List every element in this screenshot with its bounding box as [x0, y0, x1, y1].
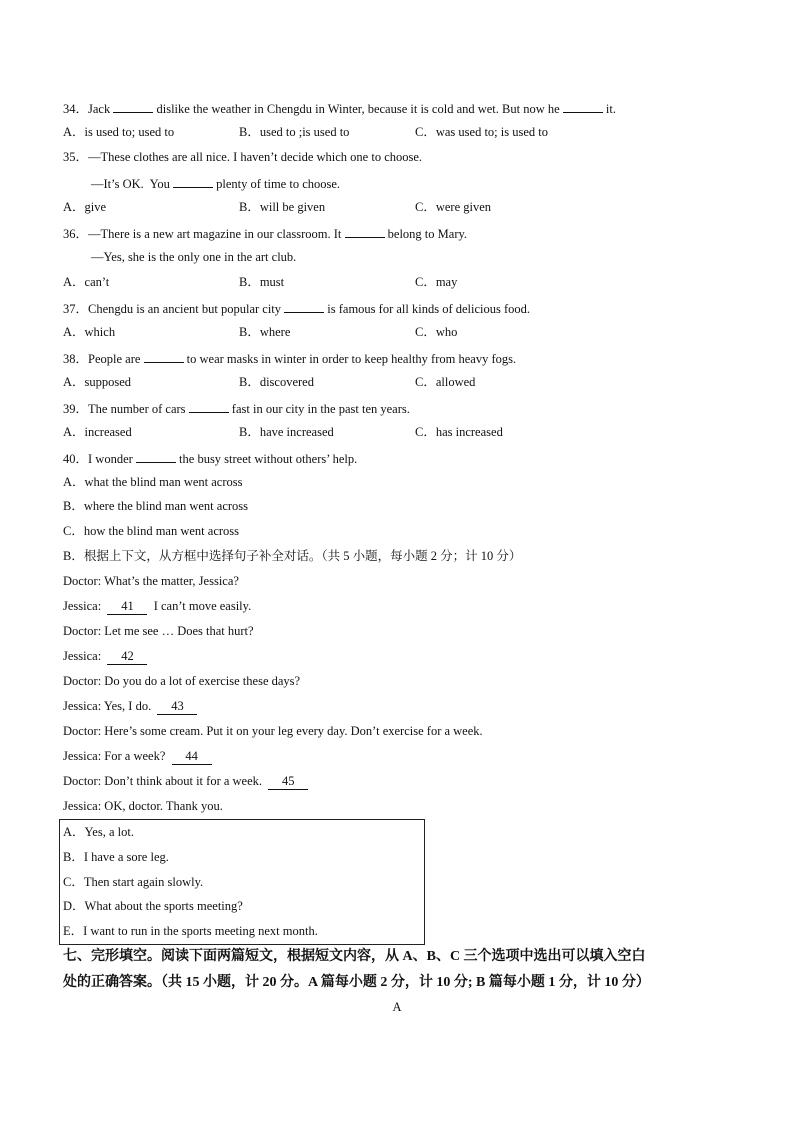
- blank: [136, 450, 176, 463]
- dialogue-line: Jessica: OK, doctor. Thank you.: [63, 799, 223, 813]
- box-option-b: B．I have a sore leg.: [63, 850, 169, 864]
- blank: [144, 350, 184, 363]
- box-option-d: D．What about the sports meeting?: [63, 899, 243, 913]
- dialogue-line: Doctor: Don’t think about it for a week. 45: [63, 774, 308, 790]
- answer-blank-41: 41: [107, 599, 147, 615]
- option-a: A．is used to; used to: [63, 125, 175, 139]
- question-36-reply: —Yes, she is the only one in the art club.: [91, 250, 297, 264]
- option-b: B．used to ;is used to: [239, 125, 350, 139]
- option-c: C．allowed: [415, 375, 476, 389]
- option-c: C．were given: [415, 200, 492, 214]
- option-c: C．may: [415, 275, 458, 289]
- box-option-c: C．Then start again slowly.: [63, 875, 204, 889]
- dialogue-line: Jessica: For a week? 44: [63, 749, 212, 765]
- dialogue-line: Jessica: Yes, I do. 43: [63, 699, 197, 715]
- option-a: A．what the blind man went across: [63, 475, 243, 489]
- box-option-a: A．Yes, a lot.: [63, 825, 134, 839]
- option-b: B．will be given: [239, 200, 326, 214]
- blank: [189, 400, 229, 413]
- dialogue-line: Doctor: What’s the matter, Jessica?: [63, 574, 239, 588]
- option-c: C．was used to; is used to: [415, 125, 548, 139]
- blank: [563, 100, 603, 113]
- answer-blank-43: 43: [157, 699, 197, 715]
- question-36-stem: 36．—There is a new art magazine in our classroom. It belong to Mary.: [63, 227, 468, 241]
- dialogue-line: Jessica: 41 I can’t move easily.: [63, 599, 252, 613]
- answer-blank-44: 44: [172, 749, 212, 765]
- dialogue-line: Doctor: Do you do a lot of exercise these days?: [63, 674, 301, 688]
- option-b: B．must: [239, 275, 285, 289]
- option-c: C．how the blind man went across: [63, 524, 240, 538]
- blank: [173, 175, 213, 188]
- option-a: A．give: [63, 200, 107, 214]
- box-option-e: E．I want to run in the sports meeting next month.: [63, 924, 318, 938]
- question-35-stem: 35．—These clothes are all nice. I haven’t decide which one to choose.: [63, 150, 423, 164]
- section-7-instructions-cont: 处的正确答案。（共 15 小题，计 20 分。A 篇每小题 2 分，计 10 分; B 篇每小题 1 分，计 10 分）: [63, 975, 650, 990]
- dialogue-line: Jessica: 42: [63, 649, 147, 665]
- blank: [113, 100, 153, 113]
- option-b: B．where the blind man went across: [63, 499, 249, 513]
- dialogue-line: Doctor: Let me see … Does that hurt?: [63, 624, 254, 638]
- option-b: B．where: [239, 325, 291, 339]
- option-b: B．have increased: [239, 425, 334, 439]
- question-35-reply: —It’s OK. You plenty of time to choose.: [91, 177, 341, 191]
- question-37-stem: 37．Chengdu is an ancient but popular city is famous for all kinds of delicious food.: [63, 302, 531, 316]
- option-a: A．increased: [63, 425, 132, 439]
- answer-blank-45: 45: [268, 774, 308, 790]
- section-b-instructions: B．根据上下文，从方框中选择句子补全对话。（共 5 小题，每小题 2 分；计 10 分）: [63, 549, 522, 563]
- option-a: A．which: [63, 325, 116, 339]
- question-38-stem: 38．People are to wear masks in winter in order to keep healthy from heavy fogs.: [63, 352, 517, 366]
- option-c: C．who: [415, 325, 458, 339]
- option-b: B．discovered: [239, 375, 314, 389]
- question-40-stem: 40．I wonder the busy street without others’ help.: [63, 452, 358, 466]
- question-39-stem: 39．The number of cars fast in our city in the past ten years.: [63, 402, 410, 416]
- passage-a-heading: A: [392, 1000, 402, 1014]
- option-a: A．supposed: [63, 375, 132, 389]
- option-a: A．can’t: [63, 275, 110, 289]
- dialogue-line: Doctor: Here’s some cream. Put it on your leg every day. Don’t exercise for a week.: [63, 724, 483, 738]
- answer-blank-42: 42: [107, 649, 147, 665]
- blank: [284, 300, 324, 313]
- option-c: C．has increased: [415, 425, 503, 439]
- section-7-instructions: 七、完形填空。阅读下面两篇短文，根据短文内容，从 A、B、C 三个选项中选出可以填入空白: [63, 949, 646, 964]
- blank: [345, 225, 385, 238]
- question-34-stem: 34．Jack dislike the weather in Chengdu in Winter, because it is cold and wet. But now he it.: [63, 102, 616, 116]
